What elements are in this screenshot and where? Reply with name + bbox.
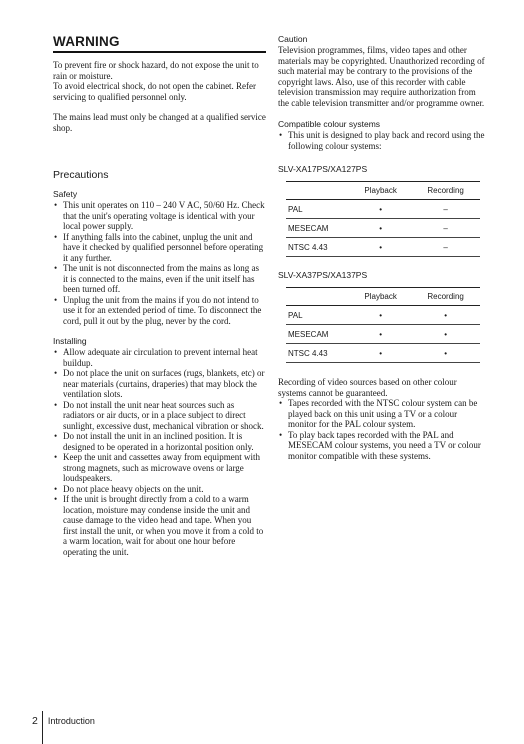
playback-cell: • [350, 219, 411, 238]
caution-text: Television programmes, films, video tapes and other materials may be copyrighted. Unauthorized recording of such material may be contrary to the provisions of the copyright laws. Also, use of this recorder with cable television transmission may require authorization from the cable television transmitter and/or programme owner. [278, 45, 485, 108]
right-column [278, 34, 486, 461]
installing-item: • Allow adequate air circulation to prevent internal heat buildup. [53, 347, 266, 368]
page-footer [32, 711, 95, 731]
installing-list [53, 347, 266, 557]
system-cell: MESECAM [286, 219, 350, 238]
table-row [286, 344, 480, 363]
playback-cell: • [350, 238, 411, 257]
safety-item: • If anything falls into the cabinet, unplug the unit and have it checked by qualified personnel before operating it any further. [53, 232, 266, 264]
playback-cell: • [350, 344, 411, 363]
table-row [286, 306, 480, 325]
caution-heading: Caution [278, 34, 308, 44]
system-cell: NTSC 4.43 [286, 344, 350, 363]
system-cell: PAL [286, 306, 350, 325]
warning-heading: WARNING [53, 34, 266, 53]
table-header-system [286, 182, 350, 200]
warning-paragraph-3: The mains lead must only be changed at a qualified service shop. [53, 112, 266, 133]
installing-item: • Do not place the unit on surfaces (rugs, blankets, etc) or near materials (curtains, draperies) that may block the ventilation slots. [53, 368, 266, 400]
system-cell: MESECAM [286, 325, 350, 344]
installing-item: • Do not install the unit in an inclined position. It is designed to be operated in a horizontal position only. [53, 431, 266, 452]
recording-cell: • [411, 306, 480, 325]
system-cell: NTSC 4.43 [286, 238, 350, 257]
compatible-systems-heading: Compatible colour systems [278, 119, 381, 129]
table-row [286, 200, 480, 219]
installing-item: • Do not place heavy objects on the unit. [53, 484, 266, 495]
model-heading: SLV-XA37PS/XA137PS [278, 270, 368, 280]
installing-heading: Installing [53, 336, 87, 346]
installing-item: • Do not install the unit near heat sources such as radiators or air ducts, or in a place subject to direct sunlight, excessive dust, mechanical vibration or shock. [53, 400, 266, 432]
playback-cell: • [350, 306, 411, 325]
section-name: Introduction [47, 716, 95, 726]
safety-item: • Unplug the unit from the mains if you do not intend to use it for an extended period of time. To disconnect the cord, pull it out by the plug, never by the cord. [53, 295, 266, 327]
left-column [53, 34, 266, 557]
footer-divider [42, 711, 43, 744]
playback-cell: • [350, 325, 411, 344]
safety-list [53, 200, 266, 326]
compatible-intro-list [278, 130, 486, 151]
table-header-playback: Playback [350, 182, 411, 200]
recording-cell: – [411, 200, 480, 219]
precautions-heading: Precautions [53, 169, 109, 181]
recording-cell: • [411, 325, 480, 344]
recording-cell: • [411, 344, 480, 363]
table-header-recording: Recording [411, 288, 480, 306]
table-row [286, 238, 480, 257]
safety-item: • The unit is not disconnected from the mains as long as it is connected to the mains, even if the unit itself has been turned off. [53, 263, 266, 295]
table-header-playback: Playback [350, 288, 411, 306]
recording-cell: – [411, 238, 480, 257]
system-cell: PAL [286, 200, 350, 219]
installing-item: • Keep the unit and cassettes away from equipment with strong magnets, such as microwave ovens or large loudspeakers. [53, 452, 266, 484]
table-header-recording: Recording [411, 182, 480, 200]
table-header-system [286, 288, 350, 306]
compatible-intro: • This unit is designed to play back and record using the following colour systems: [278, 130, 486, 151]
compatibility-note: • To play back tapes recorded with the PAL and MESECAM colour systems, you need a TV or colour monitor compatible with these systems. [278, 430, 486, 462]
recording-note: Recording of video sources based on other colour systems cannot be guaranteed. [278, 377, 457, 398]
compatibility-notes-list [278, 398, 486, 461]
playback-cell: • [350, 200, 411, 219]
compatibility-note: • Tapes recorded with the NTSC colour system can be played back on this unit using a TV or a colour monitor for the PAL colour system. [278, 398, 486, 430]
model-heading: SLV-XA17PS/XA127PS [278, 164, 368, 174]
installing-item: • If the unit is brought directly from a cold to a warm location, moisture may condense inside the unit and cause damage to the video head and tape. When you first install the unit, or when you move it from a cold to a warm location, wait for about one hour before operating the unit. [53, 494, 266, 557]
page-number: 2 [32, 715, 38, 727]
safety-heading: Safety [53, 189, 78, 199]
colour-system-table [286, 287, 480, 363]
safety-item: • This unit operates on 110 – 240 V AC, 50/60 Hz. Check that the unit's operating voltage is identical with your local power supply. [53, 200, 266, 232]
table-row [286, 219, 480, 238]
recording-cell: – [411, 219, 480, 238]
warning-paragraph-2: To avoid electrical shock, do not open the cabinet. Refer servicing to qualified personnel only. [53, 81, 257, 102]
table-row [286, 325, 480, 344]
colour-system-table [286, 181, 480, 257]
warning-paragraph-1: To prevent fire or shock hazard, do not expose the unit to rain or moisture. [53, 60, 259, 81]
